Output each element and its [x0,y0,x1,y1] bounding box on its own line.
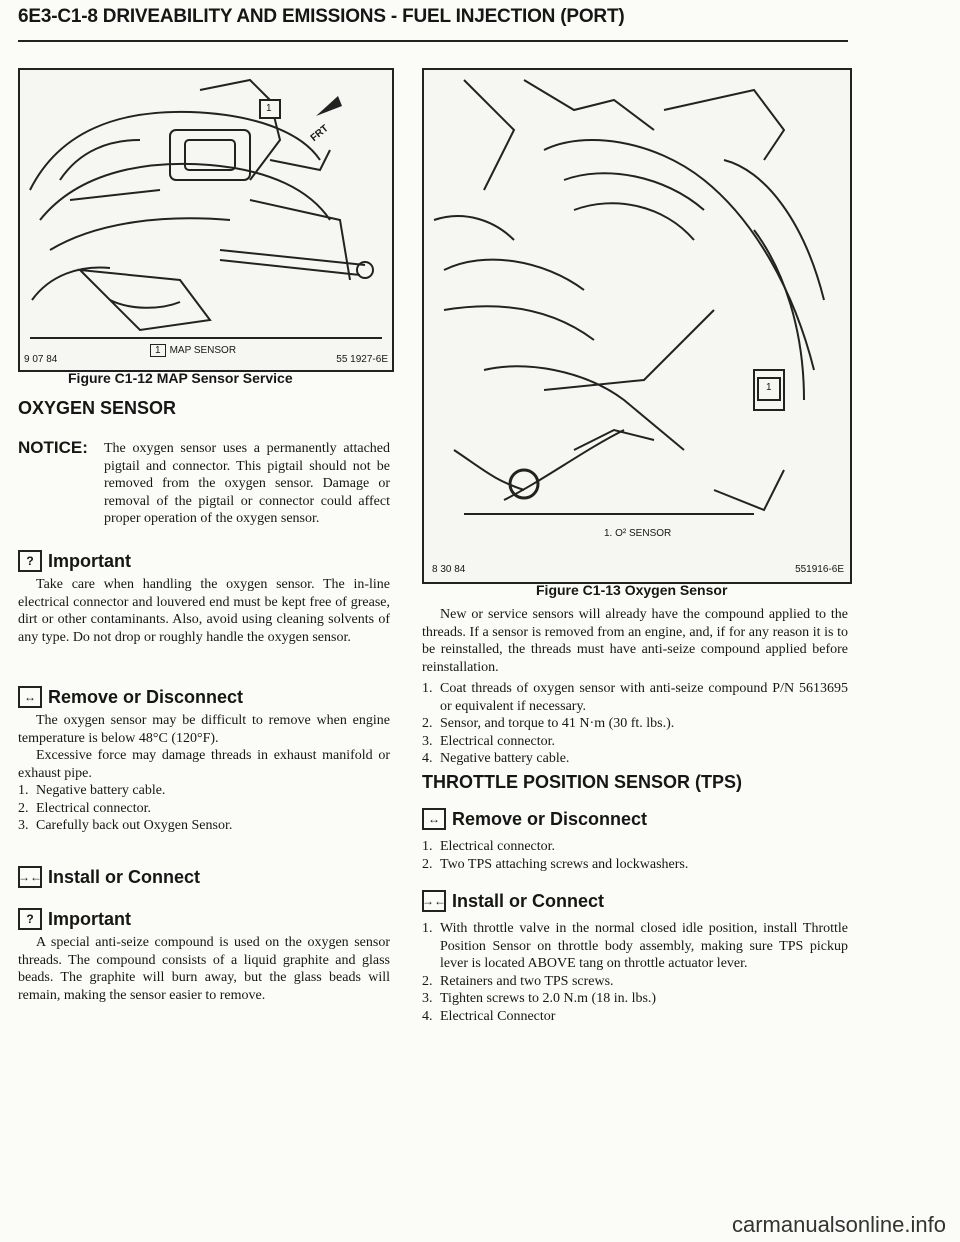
figure13-legend-text: 1. O² SENSOR [604,528,672,539]
site-watermark: carmanualsonline.info [731,1212,946,1237]
list-item: 2. Retainers and two TPS screws. [422,973,614,989]
notice-paragraph: The oxygen sensor uses a permanently attached pigtail and connector. This pigtail should not be removed from the oxygen sensor. Damage or removal of the pigtail or connector could affect proper operation of the oxygen sensor. [104,441,390,526]
remove-steps [18,782,390,835]
list-item: 2. Electrical connector. [18,800,152,816]
list-item: 4. Negative battery cable. [422,751,570,766]
tps-remove-title: Remove or Disconnect [452,808,648,829]
remove-heading [18,686,243,708]
figure13-date: 8 30 84 [432,564,466,575]
question-mark-icon: ? [18,908,42,930]
list-item: 3. Carefully back out Oxygen Sensor. [18,818,233,833]
intro-paragraph: New or service sensors will already have the compound applied to the threads. If a sensor is removed from an engine, and, if for any reason it is to be reinstalled, the threads must have anti-seize compound applied before reinstallation. [422,607,848,675]
notice-text [104,440,390,528]
list-item: 1. Coat threads of oxygen sensor with anti-seize compound P/N 5613695 or equivalent if necessary. [422,681,848,714]
question-mark-icon: ? [18,550,42,572]
important-text-2: A special anti-seize compound is used on the oxygen sensor threads. The compound consists of a liquid graphite and glass beads. The graphite will burn away, but the glass beads will remain, making the sensor easier to remove. [18,935,390,1003]
figure12-date: 9 07 84 [24,354,58,365]
list-item: 3. Tighten screws to 2.0 N.m (18 in. lbs.) [422,991,657,1006]
important-title-1: Important [48,550,131,571]
figure12-legend [150,344,236,357]
tps-remove-heading [422,808,647,830]
figure12-legend-number: 1 [150,344,166,357]
map-sensor-illustration [20,70,392,370]
arrows-outward-icon: ↔ [18,686,42,708]
list-item: 1. With throttle valve in the normal closed idle position, install Throttle Position Sensor on throttle body assembly, making sure TPS pickup lever is located ABOVE tang on throttle actuator lever. [422,921,848,971]
tps-remove-steps [422,838,848,873]
arrows-inward-icon: →← [18,866,42,888]
important-title-2: Important [48,908,131,929]
list-item: 2. Two TPS attaching screws and lockwashers. [422,856,689,872]
section-title-oxygen-sensor: OXYGEN SENSOR [18,398,177,418]
arrows-outward-icon: ↔ [422,808,446,830]
page-header: 6E3-C1-8 DRIVEABILITY AND EMISSIONS - FUEL INJECTION (PORT) [18,6,625,27]
figure13-callout-marker: 1 [766,382,772,393]
header-rule [18,40,848,42]
important-text-2-block [18,934,390,1004]
figure-map-sensor [18,68,394,372]
remove-paragraph-1: The oxygen sensor may be difficult to remove when engine temperature is below 48°C (120°F). [18,713,390,746]
figure12-code: 55 1927-6E [336,354,388,365]
figure-oxygen-sensor [422,68,852,584]
install-title: Install or Connect [48,866,201,887]
figure12-callout-marker: 1 [266,103,272,114]
install-steps [422,680,848,768]
figure13-code: 551916-6E [795,564,844,575]
front-arrow-label: FRT [308,123,331,144]
remove-text-block [18,712,390,782]
tps-install-steps [422,920,848,1025]
important-heading-2 [18,908,131,930]
figure12-legend-text: MAP SENSOR [169,345,237,356]
section-title-tps: THROTTLE POSITION SENSOR (TPS) [422,772,743,792]
list-item: 3. Electrical connector. [422,733,556,749]
oxygen-sensor-illustration [424,70,850,582]
list-item: 1. Electrical connector. [422,839,556,854]
figure12-caption: Figure C1-12 MAP Sensor Service [68,370,293,386]
figure13-caption: Figure C1-13 Oxygen Sensor [536,582,728,598]
remove-paragraph-2: Excessive force may damage threads in exhaust manifold or exhaust pipe. [18,748,390,781]
list-item: 4. Electrical Connector [422,1008,556,1024]
important-text-1-block [18,576,390,646]
important-text-1: Take care when handling the oxygen sensor. The in-line electrical connector and louvered end must be kept free of grease, dirt or other contaminants. Also, avoid using cleaning solvents of any type. Do not drop or roughly handle the oxygen sensor. [18,577,390,645]
arrows-inward-icon: →← [422,890,446,912]
tps-install-heading [422,890,604,912]
important-heading-1 [18,550,131,572]
tps-install-title: Install or Connect [452,890,605,911]
remove-title: Remove or Disconnect [48,686,244,707]
notice-label: NOTICE: [18,438,88,457]
install-heading [18,866,200,888]
list-item: 2. Sensor, and torque to 41 N·m (30 ft. lbs.). [422,716,675,731]
intro-text-block [422,606,848,676]
list-item: 1. Negative battery cable. [18,783,166,798]
